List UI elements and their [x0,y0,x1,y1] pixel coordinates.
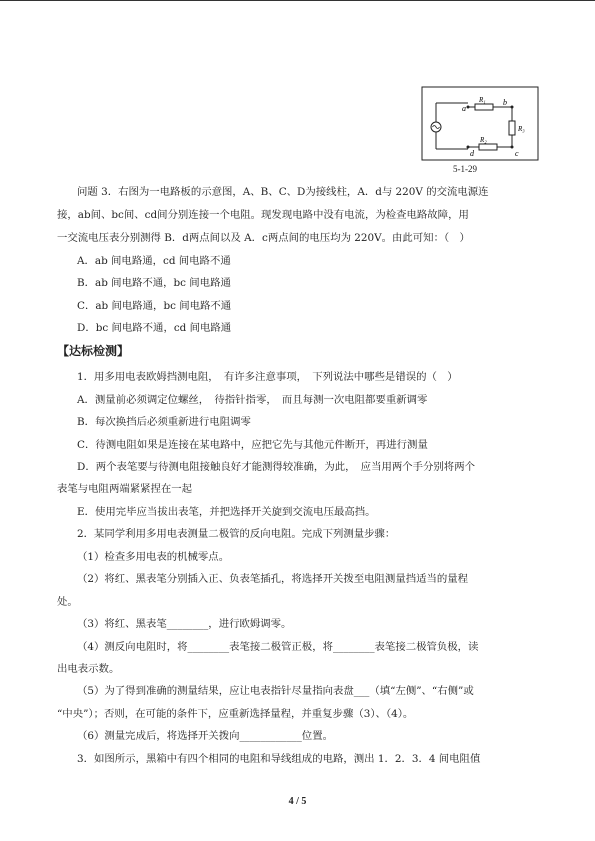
q1-option-b: B．每次换挡后必须重新进行电阻调零 [77,416,251,428]
q1-stem: 1．用多用电表欧姆挡测电阻， 有许多注意事项， 下列说法中哪些是错误的（ ） [77,371,458,383]
q2-step6: （6）测量完成后，将选择开关拨向____________位置。 [77,730,333,742]
label-d: d [470,149,474,158]
q2-step5-line1: （5）为了得到准确的测量结果，应让电表指针尽量指向表盘___（填“左侧”、“右侧”或 [77,685,474,697]
page-number: 4 / 5 [288,796,307,807]
label-b: b [503,98,507,107]
question3-line1: 问题 3．右图为一电路板的示意图，A、B、C、D为接线柱，A．d与 220V 的交流电源连 [77,186,489,198]
q1-option-c: C．待测电阻如果是连接在某电路中，应把它先与其他元件断开，再进行测量 [77,439,428,451]
q1-option-d-line2: 表笔与电阻两端紧紧捏在一起 [57,483,193,495]
q2-step1: （1）检查多用电表的机械零点。 [77,551,230,563]
question3-option-b: B．ab 间电路不通，bc 间电路通 [77,277,231,289]
question3-option-a: A．ab 间电路通，cd 间电路不通 [77,255,231,267]
label-c: c [515,149,519,158]
question3-option-c: C．ab 间电路通，bc 间电路不通 [77,300,232,312]
question3-line3: 一交流电压表分别测得 B．d两点间以及 A．c两点间的电压均为 220V。由此可知：（ ） [57,232,470,244]
top-rule [0,0,595,1]
label-r2: R₂ [480,136,487,144]
label-r1: R₁ [479,96,486,104]
circuit-board-figure [420,85,540,180]
q2-step2-line2: 处。 [57,596,78,608]
label-r3: R₃ [518,125,525,133]
figure-caption: 5-1-29 [453,164,477,174]
q2-step4-line2: 出电表示数。 [57,663,120,675]
resistor-r1 [475,104,493,110]
section-title: 【达标检测】 [57,344,130,358]
q2-step3: （3）将红、黑表笔________，进行欧姆调零。 [77,618,292,630]
label-a: a [462,104,466,113]
q2-step2-line1: （2）将红、黑表笔分别插入正、负表笔插孔，将选择开关拨至电阻测量挡适当的量程 [77,573,469,585]
question3-option-d: D．bc 间电路不通，cd 间电路通 [77,322,232,334]
q3-stem: 3．如图所示，黑箱中有四个相同的电阻和导线组成的电路，测出 1．2．3．4 间电阻值 [77,753,481,765]
question3-line2: 接，ab间、bc间、cd间分别连接一个电阻。现发现电路中没有电流，为检查电路故障，用 [57,209,469,221]
resistor-r2 [479,144,497,150]
q2-step5-line2: “中央”）；否则，在可能的条件下，应重新选择量程，并重复步骤（3）、（4）。 [57,708,414,720]
q2-stem: 2．某同学利用多用电表测量二极管的反向电阻。完成下列测量步骤： [77,528,396,540]
q2-step4-line1: （4）测反向电阻时，将________表笔接二极管正极，将________表笔接二极管负极，读 [77,641,479,653]
q1-option-e: E．使用完毕应当拔出表笔，并把选择开关旋到交流电压最高挡。 [77,506,376,518]
q1-option-d-line1: D．两个表笔要与待测电阻接触良好才能测得较准确，为此， 应当用两个手分别将两个 [77,461,475,473]
resistor-r3 [509,121,515,135]
q1-option-a: A．测量前必须调定位螺丝， 待指针指零， 而且每测一次电阻都要重新调零 [77,394,428,406]
